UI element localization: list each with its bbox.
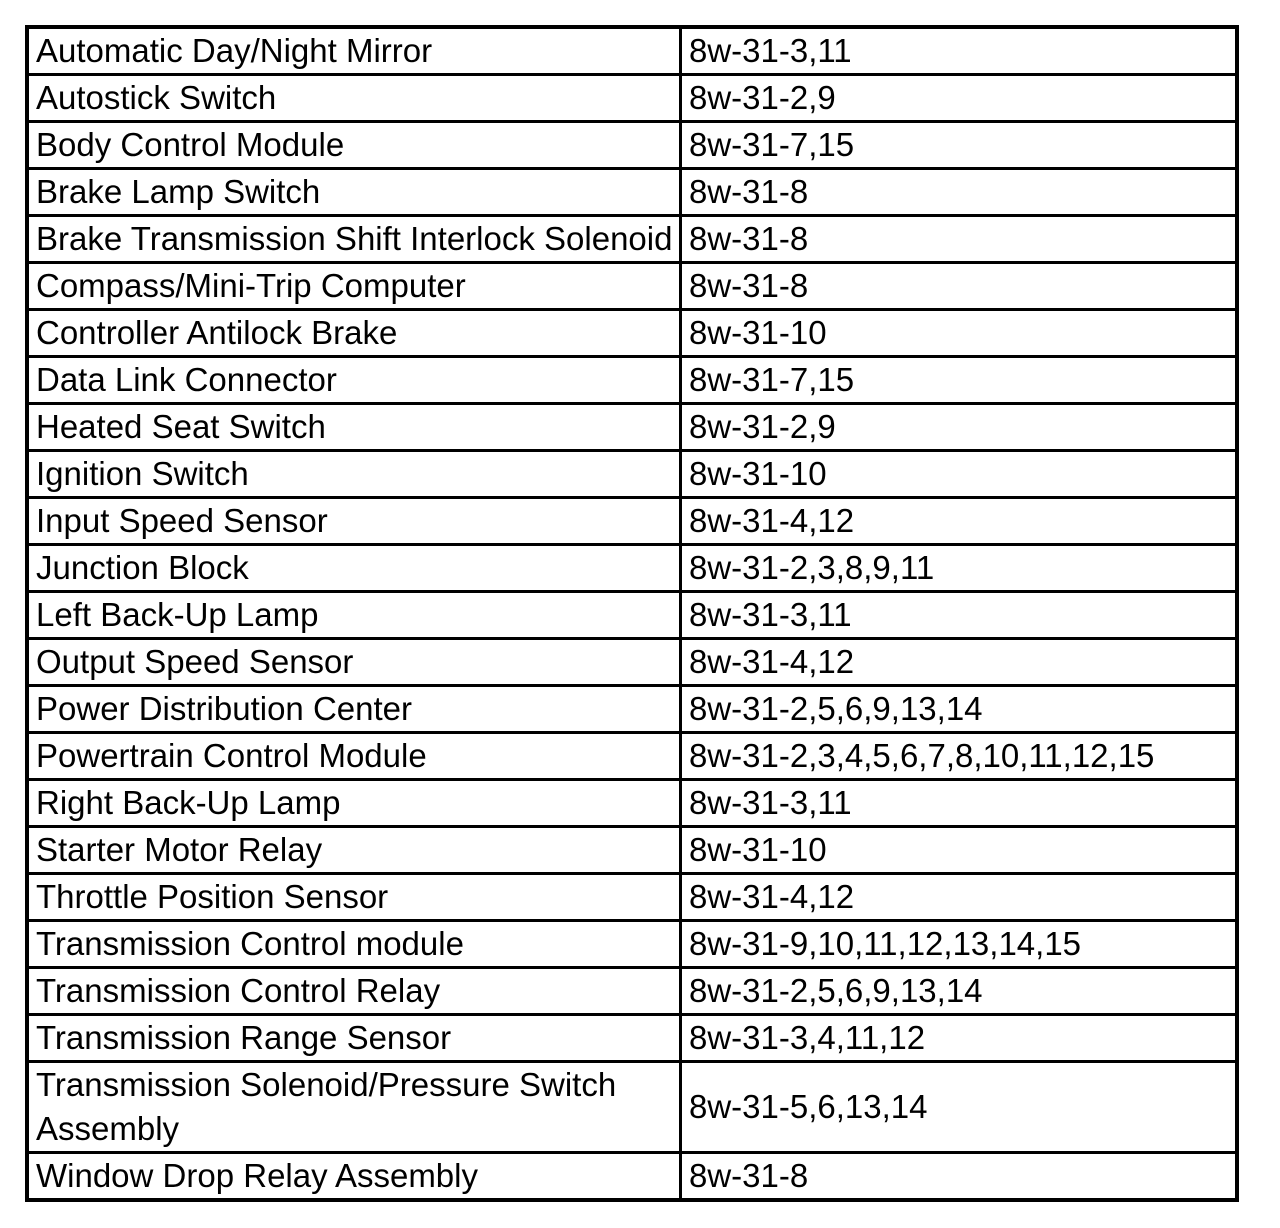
table-row [27, 1153, 1237, 1201]
component-name-cell: Automatic Day/Night Mirror [27, 27, 681, 75]
component-name-cell: Powertrain Control Module [27, 733, 681, 780]
table-row [27, 27, 1237, 75]
reference-cell: 8w-31-3,4,11,12 [681, 1015, 1238, 1062]
table-row [27, 592, 1237, 639]
reference-cell: 8w-31-10 [681, 827, 1238, 874]
component-name-cell: Ignition Switch [27, 451, 681, 498]
table-row [27, 686, 1237, 733]
table-row [27, 498, 1237, 545]
table-row [27, 216, 1237, 263]
table-row [27, 874, 1237, 921]
reference-cell: 8w-31-3,11 [681, 27, 1238, 75]
reference-cell: 8w-31-5,6,13,14 [681, 1062, 1238, 1153]
table-row [27, 780, 1237, 827]
component-name-cell: Right Back-Up Lamp [27, 780, 681, 827]
table-row [27, 545, 1237, 592]
component-name-cell: Autostick Switch [27, 75, 681, 122]
reference-cell: 8w-31-7,15 [681, 357, 1238, 404]
component-name-cell: Window Drop Relay Assembly [27, 1153, 681, 1201]
reference-cell: 8w-31-10 [681, 310, 1238, 357]
table-row [27, 451, 1237, 498]
component-name-cell: Compass/Mini-Trip Computer [27, 263, 681, 310]
table-row [27, 310, 1237, 357]
component-name-cell: Controller Antilock Brake [27, 310, 681, 357]
component-name-cell: Transmission Control module [27, 921, 681, 968]
component-name-cell: Transmission Control Relay [27, 968, 681, 1015]
reference-cell: 8w-31-9,10,11,12,13,14,15 [681, 921, 1238, 968]
component-name-cell: Power Distribution Center [27, 686, 681, 733]
table-row [27, 968, 1237, 1015]
reference-cell: 8w-31-7,15 [681, 122, 1238, 169]
component-name-cell: Transmission Range Sensor [27, 1015, 681, 1062]
component-name-cell: Brake Lamp Switch [27, 169, 681, 216]
reference-cell: 8w-31-8 [681, 263, 1238, 310]
component-name-cell: Input Speed Sensor [27, 498, 681, 545]
table-row [27, 169, 1237, 216]
component-name-cell: Throttle Position Sensor [27, 874, 681, 921]
table-row [27, 263, 1237, 310]
table-row [27, 1015, 1237, 1062]
table-row [27, 1062, 1237, 1153]
table-row [27, 75, 1237, 122]
component-name-cell: Transmission Solenoid/Pressure Switch Assembly [27, 1062, 681, 1153]
table-row [27, 827, 1237, 874]
reference-cell: 8w-31-8 [681, 169, 1238, 216]
component-name-cell: Starter Motor Relay [27, 827, 681, 874]
table-row [27, 639, 1237, 686]
reference-cell: 8w-31-2,9 [681, 75, 1238, 122]
table-row [27, 122, 1237, 169]
component-name-cell: Left Back-Up Lamp [27, 592, 681, 639]
component-name-cell: Body Control Module [27, 122, 681, 169]
component-reference-table [25, 25, 1239, 1202]
reference-cell: 8w-31-2,5,6,9,13,14 [681, 968, 1238, 1015]
reference-cell: 8w-31-2,3,4,5,6,7,8,10,11,12,15 [681, 733, 1238, 780]
component-name-cell: Junction Block [27, 545, 681, 592]
component-name-cell: Data Link Connector [27, 357, 681, 404]
table-row [27, 404, 1237, 451]
reference-cell: 8w-31-8 [681, 1153, 1238, 1201]
reference-cell: 8w-31-2,5,6,9,13,14 [681, 686, 1238, 733]
component-name-cell: Output Speed Sensor [27, 639, 681, 686]
component-name-cell: Brake Transmission Shift Interlock Solenoid [27, 216, 681, 263]
table-row [27, 921, 1237, 968]
reference-cell: 8w-31-3,11 [681, 592, 1238, 639]
reference-cell: 8w-31-10 [681, 451, 1238, 498]
reference-cell: 8w-31-4,12 [681, 498, 1238, 545]
reference-cell: 8w-31-3,11 [681, 780, 1238, 827]
table-row [27, 357, 1237, 404]
reference-cell: 8w-31-2,9 [681, 404, 1238, 451]
reference-cell: 8w-31-8 [681, 216, 1238, 263]
reference-cell: 8w-31-4,12 [681, 639, 1238, 686]
reference-cell: 8w-31-4,12 [681, 874, 1238, 921]
reference-cell: 8w-31-2,3,8,9,11 [681, 545, 1238, 592]
table-row [27, 733, 1237, 780]
component-name-cell: Heated Seat Switch [27, 404, 681, 451]
